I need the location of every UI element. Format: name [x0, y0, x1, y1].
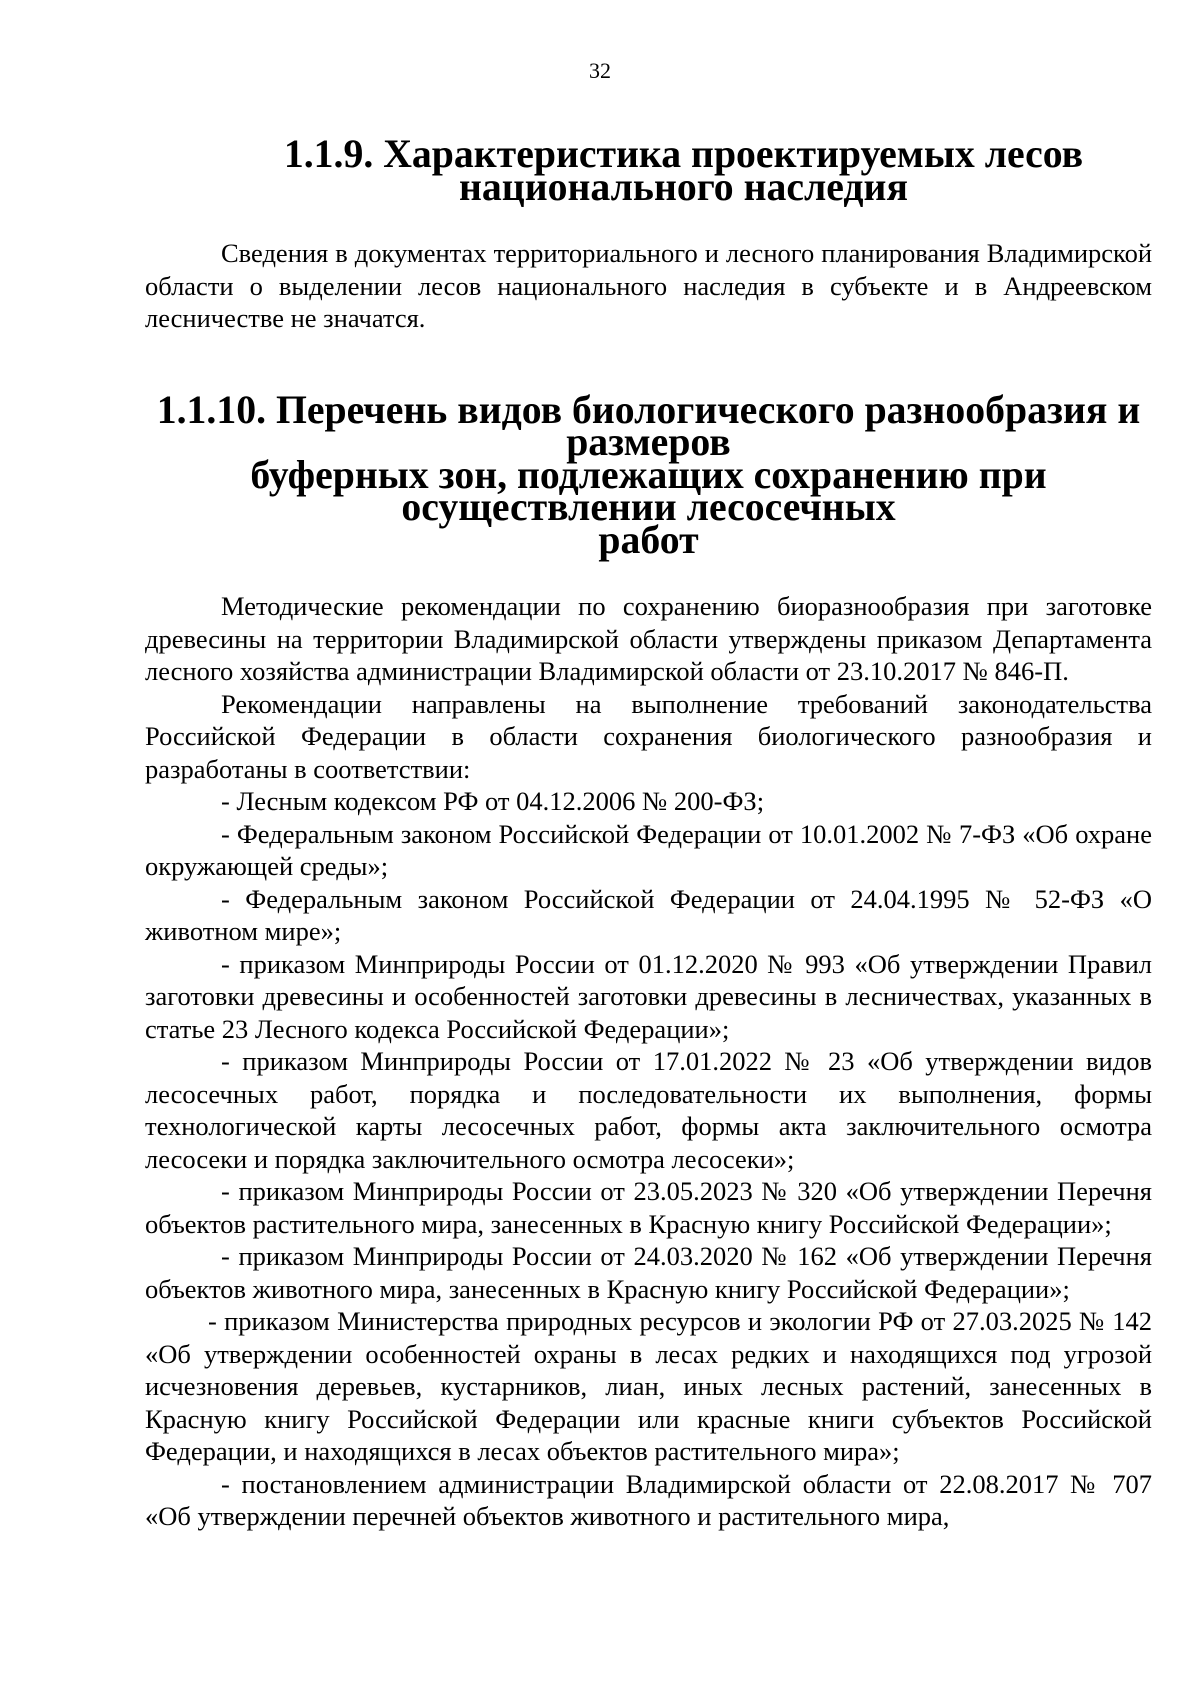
- section-heading-forests-heritage: 1.1.9. Характеристика проектируемых лесов национального наследия: [283, 132, 1084, 209]
- section-heading-biodiversity: [145, 387, 1152, 562]
- list-item-wildlife-law: - Федеральным законом Российской Федерации от 24.04.1995 № 52-ФЗ «О животном мире»;: [145, 883, 1152, 946]
- list-item-forest-code: - Лесным кодексом РФ от 04.12.2006 № 200-ФЗ;: [221, 786, 765, 816]
- paragraph-recommendations-purpose: Рекомендации направлены на выполнение требований законодательства Российской Федерации в области сохранения биологического разнообразия и разработаны в соответствии:: [145, 688, 1152, 784]
- list-item-order-993: - приказом Минприроды России от 01.12.2020 № 993 «Об утверждении Правил заготовки древесины и особенностей заготовки древесины в лесничествах, указанных в статье 23 Лесного кодекса Российской Федерации»;: [145, 948, 1152, 1044]
- page-content: [145, 132, 1152, 1533]
- heading-line: буферных зон, подлежащих сохранению при осуществлении лесосечных: [250, 452, 1047, 529]
- paragraph-heritage-forests: Сведения в документах территориального и лесного планирования Владимирской области о выделении лесов национального наследия в субъекте и в Андреевском лесничестве не значатся.: [145, 238, 1152, 333]
- page-number: 32: [589, 58, 611, 83]
- paragraph-methodical-recommendations: Методические рекомендации по сохранению биоразнообразия при заготовке древесины на территории Владимирской области утверждены приказом Департамента лесного хозяйства администрации Владимирской области от 23.10.2017 № 846-П.: [145, 591, 1152, 686]
- list-item-order-23: - приказом Минприроды России от 17.01.2022 № 23 «Об утверждении видов лесосечных работ, порядка и последовательности их выполнения, формы технологической карты лесосечных работ, формы акта заключительного осмотра лесосеки и порядка заключительного осмотра лесосеки»;: [145, 1046, 1152, 1174]
- list-item-order-162: - приказом Минприроды России от 24.03.2020 № 162 «Об утверждении Перечня объектов животного мира, занесенных в Красную книгу Российской Федерации»;: [145, 1241, 1152, 1304]
- heading-line: 1.1.10. Перечень видов биологического разнообразия и размеров: [156, 387, 1141, 464]
- list-item-resolution-707: - постановлением администрации Владимирской области от 22.08.2017 № 707 «Об утверждении перечней объектов животного и растительного мира,: [145, 1468, 1152, 1531]
- heading-line: работ: [598, 517, 699, 562]
- list-item-order-142: - приказом Министерства природных ресурсов и экологии РФ от 27.03.2025 № 142 «Об утверждении особенностей охраны в лесах редких и находящихся под угрозой исчезновения деревьев, кустарников, лиан, иных лесных растений, занесенных в Красную книгу Российской Федерации или красные книги субъектов Российской Федерации, и находящихся в лесах объектов растительного мира»;: [145, 1306, 1152, 1466]
- list-item-order-320: - приказом Минприроды России от 23.05.2023 № 320 «Об утверждении Перечня объектов растительного мира, занесенных в Красную книгу Российской Федерации»;: [145, 1176, 1152, 1239]
- list-item-environment-law: - Федеральным законом Российской Федерации от 10.01.2002 № 7-ФЗ «Об охране окружающей среды»;: [145, 818, 1152, 881]
